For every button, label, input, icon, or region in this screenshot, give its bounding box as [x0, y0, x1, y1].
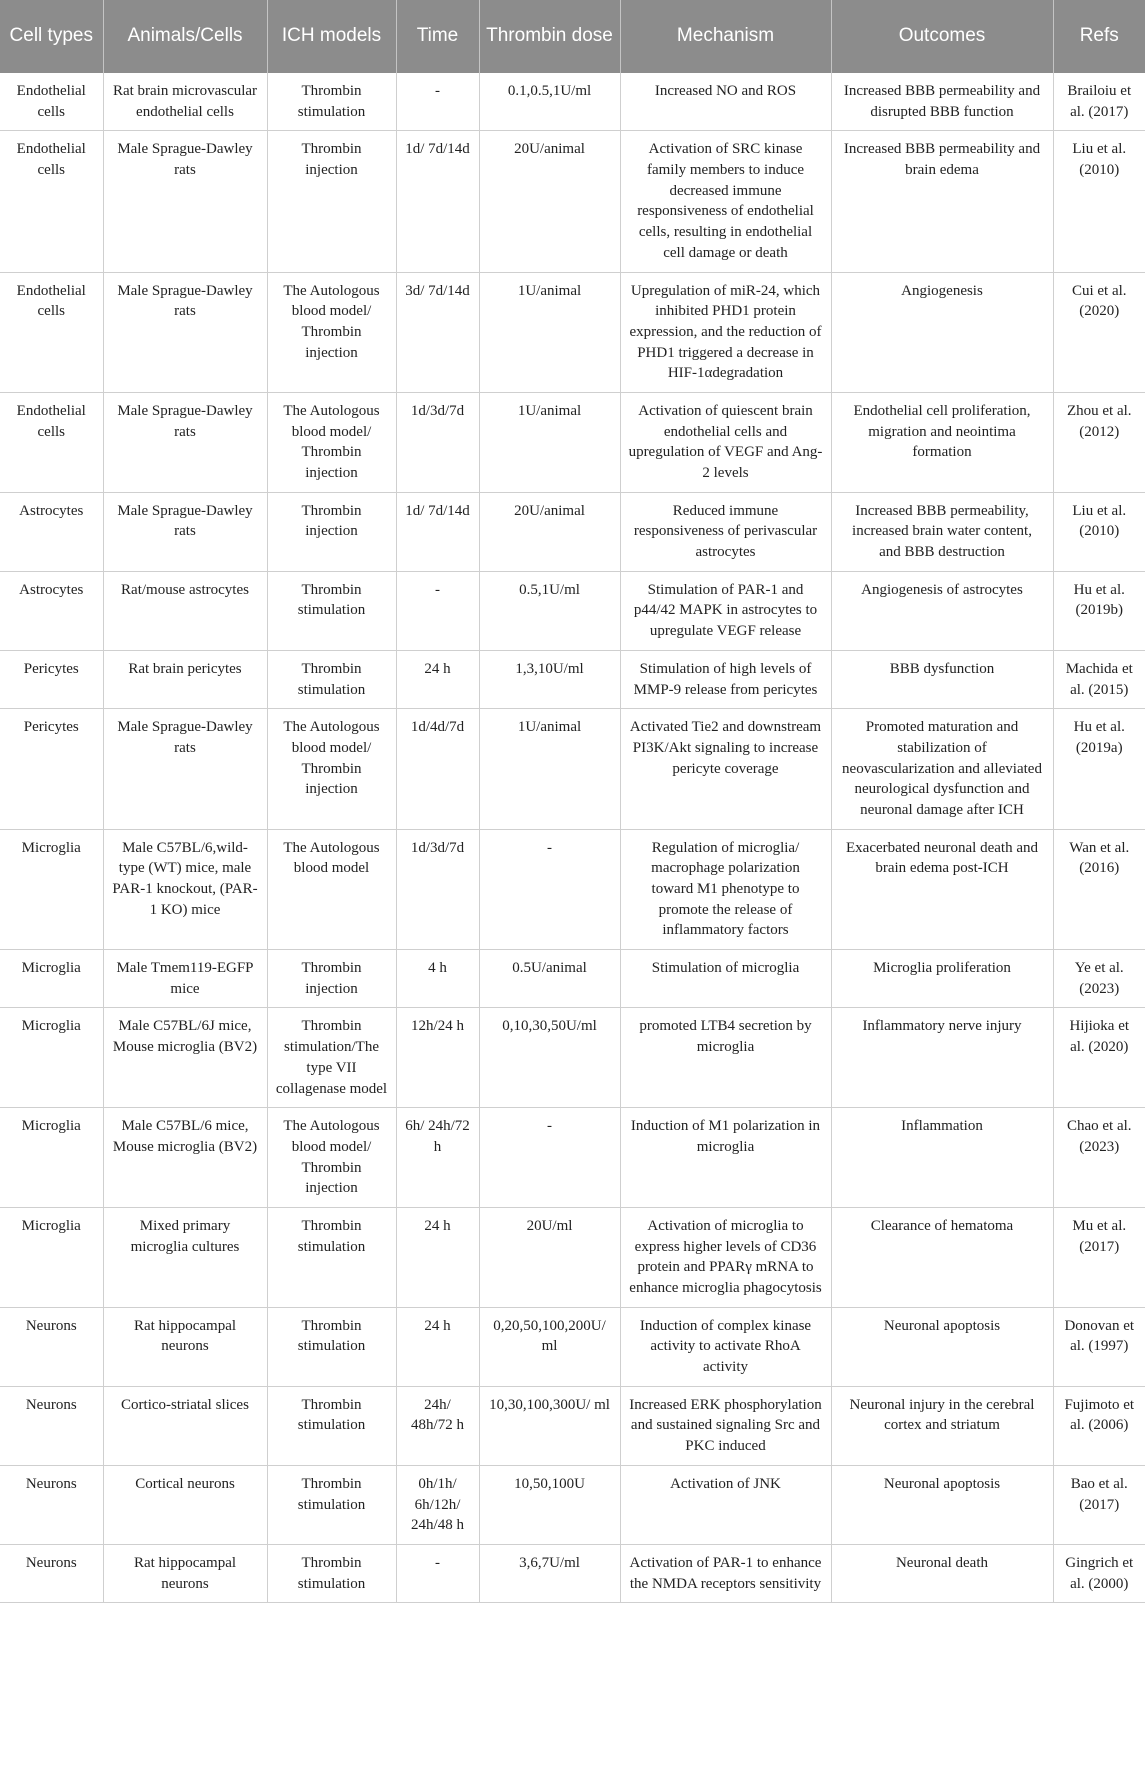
outcomes-cell: Angiogenesis of astrocytes — [831, 571, 1053, 650]
time-cell: 1d/3d/7d — [396, 829, 479, 949]
thrombin-dose-cell: 20U/animal — [479, 131, 620, 272]
thrombin-dose-cell: - — [479, 829, 620, 949]
table-row — [0, 1207, 1145, 1307]
cell-type-cell: Astrocytes — [0, 571, 103, 650]
refs-cell: Ye et al. (2023) — [1053, 950, 1145, 1008]
mechanism-cell: Induction of complex kinase activity to activate RhoA activity — [620, 1307, 831, 1386]
outcomes-cell: Angiogenesis — [831, 272, 1053, 392]
cell-type-cell: Astrocytes — [0, 492, 103, 571]
time-cell: 1d/ 7d/14d — [396, 131, 479, 272]
mechanism-cell: Induction of M1 polarization in microglia — [620, 1108, 831, 1208]
ich-model-cell: The Autologous blood model — [267, 829, 396, 949]
ich-model-cell: Thrombin stimulation — [267, 1207, 396, 1307]
ich-model-cell: The Autologous blood model/ Thrombin injection — [267, 709, 396, 829]
animals-cells-cell: Rat hippocampal neurons — [103, 1307, 267, 1386]
mechanism-cell: Activation of SRC kinase family members to induce decreased immune responsiveness of endothelial cells, resulting in endothelial cell damage or death — [620, 131, 831, 272]
ich-model-cell: Thrombin injection — [267, 131, 396, 272]
ich-model-cell: Thrombin stimulation — [267, 1465, 396, 1544]
mechanism-cell: Regulation of microglia/ macrophage polarization toward M1 phenotype to promote the release of inflammatory factors — [620, 829, 831, 949]
header-ich-models: ICH models — [267, 0, 396, 73]
thrombin-dose-cell: 3,6,7U/ml — [479, 1544, 620, 1602]
refs-cell: Cui et al. (2020) — [1053, 272, 1145, 392]
cell-type-cell: Neurons — [0, 1465, 103, 1544]
animals-cells-cell: Rat hippocampal neurons — [103, 1544, 267, 1602]
outcomes-cell: Increased BBB permeability and disrupted BBB function — [831, 73, 1053, 131]
table-row — [0, 1008, 1145, 1108]
thrombin-dose-cell: 1U/animal — [479, 709, 620, 829]
time-cell: 6h/ 24h/72 h — [396, 1108, 479, 1208]
time-cell: 24 h — [396, 1307, 479, 1386]
outcomes-cell: Neuronal injury in the cerebral cortex and striatum — [831, 1386, 1053, 1465]
outcomes-cell: Microglia proliferation — [831, 950, 1053, 1008]
table-row — [0, 73, 1145, 131]
animals-cells-cell: Rat brain microvascular endothelial cells — [103, 73, 267, 131]
animals-cells-cell: Male Tmem119-EGFP mice — [103, 950, 267, 1008]
table-header — [0, 0, 1145, 73]
outcomes-cell: Increased BBB permeability, increased brain water content, and BBB destruction — [831, 492, 1053, 571]
refs-cell: Liu et al. (2010) — [1053, 492, 1145, 571]
refs-cell: Fujimoto et al. (2006) — [1053, 1386, 1145, 1465]
time-cell: 4 h — [396, 950, 479, 1008]
cell-type-cell: Pericytes — [0, 650, 103, 708]
cell-type-cell: Endothelial cells — [0, 131, 103, 272]
mechanism-cell: Stimulation of microglia — [620, 950, 831, 1008]
mechanism-cell: Reduced immune responsiveness of perivascular astrocytes — [620, 492, 831, 571]
table-row — [0, 1386, 1145, 1465]
animals-cells-cell: Mixed primary microglia cultures — [103, 1207, 267, 1307]
ich-model-cell: Thrombin stimulation — [267, 650, 396, 708]
thrombin-dose-cell: 0.1,0.5,1U/ml — [479, 73, 620, 131]
animals-cells-cell: Rat/mouse astrocytes — [103, 571, 267, 650]
table-row — [0, 392, 1145, 492]
table-row — [0, 1307, 1145, 1386]
time-cell: 12h/24 h — [396, 1008, 479, 1108]
thrombin-dose-cell: - — [479, 1108, 620, 1208]
ich-model-cell: Thrombin stimulation — [267, 73, 396, 131]
thrombin-dose-cell: 20U/animal — [479, 492, 620, 571]
thrombin-dose-cell: 1U/animal — [479, 392, 620, 492]
table-row — [0, 492, 1145, 571]
animals-cells-cell: Male Sprague-Dawley rats — [103, 392, 267, 492]
animals-cells-cell: Male C57BL/6 mice, Mouse microglia (BV2) — [103, 1108, 267, 1208]
time-cell: - — [396, 73, 479, 131]
thrombin-dose-cell: 0,20,50,100,200U/ ml — [479, 1307, 620, 1386]
ich-model-cell: Thrombin stimulation — [267, 1544, 396, 1602]
outcomes-cell: Exacerbated neuronal death and brain edema post-ICH — [831, 829, 1053, 949]
table-body — [0, 73, 1145, 1603]
time-cell: - — [396, 1544, 479, 1602]
mechanism-cell: promoted LTB4 secretion by microglia — [620, 1008, 831, 1108]
table-row — [0, 571, 1145, 650]
refs-cell: Brailoiu et al. (2017) — [1053, 73, 1145, 131]
table-row — [0, 131, 1145, 272]
table-row — [0, 1108, 1145, 1208]
animals-cells-cell: Male C57BL/6,wild-type (WT) mice, male PAR-1 knockout, (PAR-1 KO) mice — [103, 829, 267, 949]
time-cell: 3d/ 7d/14d — [396, 272, 479, 392]
cell-type-cell: Microglia — [0, 829, 103, 949]
cell-type-cell: Microglia — [0, 1108, 103, 1208]
outcomes-cell: Endothelial cell proliferation, migration and neointima formation — [831, 392, 1053, 492]
table-row — [0, 829, 1145, 949]
ich-model-cell: Thrombin injection — [267, 950, 396, 1008]
cell-type-cell: Neurons — [0, 1307, 103, 1386]
cell-type-cell: Endothelial cells — [0, 73, 103, 131]
ich-model-cell: The Autologous blood model/ Thrombin injection — [267, 392, 396, 492]
mechanism-cell: Activation of PAR-1 to enhance the NMDA receptors sensitivity — [620, 1544, 831, 1602]
outcomes-cell: BBB dysfunction — [831, 650, 1053, 708]
animals-cells-cell: Male Sprague-Dawley rats — [103, 131, 267, 272]
mechanism-cell: Activated Tie2 and downstream PI3K/Akt signaling to increase pericyte coverage — [620, 709, 831, 829]
cell-type-cell: Endothelial cells — [0, 272, 103, 392]
header-animals-cells: Animals/Cells — [103, 0, 267, 73]
outcomes-cell: Inflammation — [831, 1108, 1053, 1208]
refs-cell: Bao et al. (2017) — [1053, 1465, 1145, 1544]
ich-model-cell: The Autologous blood model/ Thrombin injection — [267, 272, 396, 392]
animals-cells-cell: Male C57BL/6J mice, Mouse microglia (BV2) — [103, 1008, 267, 1108]
ich-model-cell: Thrombin stimulation — [267, 1307, 396, 1386]
table-row — [0, 1465, 1145, 1544]
time-cell: 1d/ 7d/14d — [396, 492, 479, 571]
cell-type-cell: Microglia — [0, 1207, 103, 1307]
ich-model-cell: Thrombin stimulation/The type VII collagenase model — [267, 1008, 396, 1108]
outcomes-cell: Neuronal apoptosis — [831, 1307, 1053, 1386]
animals-cells-cell: Cortico-striatal slices — [103, 1386, 267, 1465]
cell-type-cell: Microglia — [0, 950, 103, 1008]
header-outcomes: Outcomes — [831, 0, 1053, 73]
time-cell: 1d/3d/7d — [396, 392, 479, 492]
cell-type-cell: Microglia — [0, 1008, 103, 1108]
refs-cell: Chao et al. (2023) — [1053, 1108, 1145, 1208]
time-cell: 0h/1h/ 6h/12h/ 24h/48 h — [396, 1465, 479, 1544]
ich-model-cell: Thrombin injection — [267, 492, 396, 571]
mechanism-cell: Activation of JNK — [620, 1465, 831, 1544]
ich-model-cell: The Autologous blood model/ Thrombin injection — [267, 1108, 396, 1208]
refs-cell: Wan et al. (2016) — [1053, 829, 1145, 949]
time-cell: 24 h — [396, 650, 479, 708]
thrombin-dose-cell: 0.5,1U/ml — [479, 571, 620, 650]
cell-type-cell: Endothelial cells — [0, 392, 103, 492]
mechanism-cell: Increased ERK phosphorylation and sustained signaling Src and PKC induced — [620, 1386, 831, 1465]
header-mechanism: Mechanism — [620, 0, 831, 73]
mechanism-cell: Activation of microglia to express higher levels of CD36 protein and PPARγ mRNA to enhance microglia phagocytosis — [620, 1207, 831, 1307]
refs-cell: Mu et al. (2017) — [1053, 1207, 1145, 1307]
cell-type-cell: Pericytes — [0, 709, 103, 829]
time-cell: 24 h — [396, 1207, 479, 1307]
time-cell: - — [396, 571, 479, 650]
ich-model-cell: Thrombin stimulation — [267, 571, 396, 650]
thrombin-dose-cell: 1U/animal — [479, 272, 620, 392]
animals-cells-cell: Rat brain pericytes — [103, 650, 267, 708]
ich-model-cell: Thrombin stimulation — [267, 1386, 396, 1465]
refs-cell: Gingrich et al. (2000) — [1053, 1544, 1145, 1602]
outcomes-cell: Clearance of hematoma — [831, 1207, 1053, 1307]
header-cell-types: Cell types — [0, 0, 103, 73]
thrombin-dose-cell: 20U/ml — [479, 1207, 620, 1307]
animals-cells-cell: Cortical neurons — [103, 1465, 267, 1544]
cell-type-cell: Neurons — [0, 1544, 103, 1602]
outcomes-cell: Inflammatory nerve injury — [831, 1008, 1053, 1108]
animals-cells-cell: Male Sprague-Dawley rats — [103, 709, 267, 829]
time-cell: 24h/ 48h/72 h — [396, 1386, 479, 1465]
outcomes-cell: Increased BBB permeability and brain edema — [831, 131, 1053, 272]
thrombin-dose-cell: 0.5U/animal — [479, 950, 620, 1008]
refs-cell: Machida et al. (2015) — [1053, 650, 1145, 708]
mechanism-cell: Upregulation of miR-24, which inhibited PHD1 protein expression, and the reduction of PHD1 triggered a decrease in HIF-1αdegradation — [620, 272, 831, 392]
animals-cells-cell: Male Sprague-Dawley rats — [103, 492, 267, 571]
table-row — [0, 650, 1145, 708]
refs-cell: Zhou et al. (2012) — [1053, 392, 1145, 492]
cell-type-cell: Neurons — [0, 1386, 103, 1465]
refs-cell: Hu et al. (2019a) — [1053, 709, 1145, 829]
thrombin-dose-cell: 10,50,100U — [479, 1465, 620, 1544]
mechanism-cell: Stimulation of high levels of MMP-9 release from pericytes — [620, 650, 831, 708]
outcomes-cell: Neuronal apoptosis — [831, 1465, 1053, 1544]
header-refs: Refs — [1053, 0, 1145, 73]
table-row — [0, 272, 1145, 392]
mechanism-cell: Increased NO and ROS — [620, 73, 831, 131]
animals-cells-cell: Male Sprague-Dawley rats — [103, 272, 267, 392]
refs-cell: Hu et al. (2019b) — [1053, 571, 1145, 650]
refs-cell: Liu et al. (2010) — [1053, 131, 1145, 272]
header-thrombin-dose: Thrombin dose — [479, 0, 620, 73]
time-cell: 1d/4d/7d — [396, 709, 479, 829]
table-row — [0, 709, 1145, 829]
header-row — [0, 0, 1145, 73]
header-time: Time — [396, 0, 479, 73]
outcomes-cell: Neuronal death — [831, 1544, 1053, 1602]
table-row — [0, 1544, 1145, 1602]
table-row — [0, 950, 1145, 1008]
thrombin-dose-cell: 1,3,10U/ml — [479, 650, 620, 708]
refs-cell: Hijioka et al. (2020) — [1053, 1008, 1145, 1108]
refs-cell: Donovan et al. (1997) — [1053, 1307, 1145, 1386]
thrombin-dose-cell: 0,10,30,50U/ml — [479, 1008, 620, 1108]
mechanism-cell: Activation of quiescent brain endothelial cells and upregulation of VEGF and Ang-2 levels — [620, 392, 831, 492]
mechanism-cell: Stimulation of PAR-1 and p44/42 MAPK in astrocytes to upregulate VEGF release — [620, 571, 831, 650]
outcomes-cell: Promoted maturation and stabilization of neovascularization and alleviated neurological dysfunction and neuronal damage after ICH — [831, 709, 1053, 829]
thrombin-dose-cell: 10,30,100,300U/ ml — [479, 1386, 620, 1465]
